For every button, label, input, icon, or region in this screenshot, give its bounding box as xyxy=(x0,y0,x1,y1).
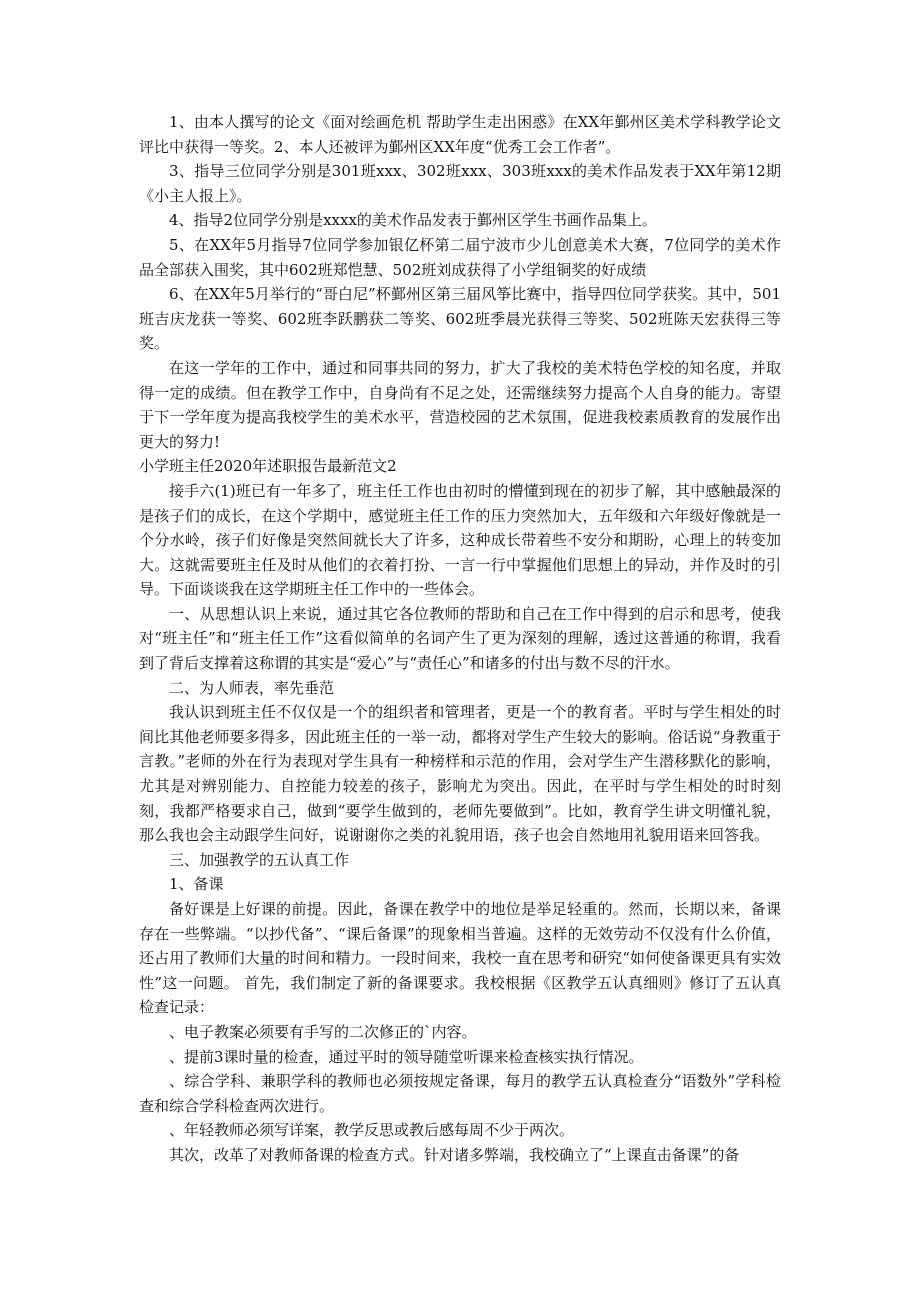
paragraph-award-thesis: 1、由本人撰写的论文《面对绘画危机 帮助学生走出困惑》在XX年鄞州区美术学科教学论文评比中获得一等奖。2、本人还被评为鄞州区XX年度“优秀工会工作者”。 xyxy=(139,113,781,156)
paragraph-thinking: 一、从思想认识上来说，通过其它各位教师的帮助和自己在工作中得到的启示和思考，使我对“班主任”和“班主任工作”这看似简单的名词产生了更为深刻的理解，透过这普通的称谓，我看到了背后支撑着这称谓的其实是“爱心”与“责任心”和诸多的付出与数不尽的汗水。 xyxy=(139,604,781,673)
section-heading: 小学班主任2020年述职报告最新范文2 xyxy=(139,457,397,476)
paragraph-role-model: 我认识到班主任不仅仅是一个的组织者和管理者，更是一个的教育者。平时与学生相处的时间比其他老师要多得多，因此班主任的一举一动，都将对学生产生较大的影响。俗话说“身教重于言教。”老师的外在行为表现对学生具有一种榜样和示范的作用，会对学生产生潜移默化的影响，尤其是对辨别能力、自控能力较差的孩子，影响尤为突出。因此，在平时与学生相处的时时刻刻，我都严格要求自己，做到“要学生做到的，老师先要做到”。比如，教育学生讲文明懂礼貌，那么我也会主动跟学生问好，说谢谢你之类的礼貌用语，孩子也会自然地用礼貌用语来回答我。 xyxy=(139,703,781,845)
list-item-young-teachers: 、年轻教师必须写详案，教学反思或教后感每周不少于两次。 xyxy=(169,1121,575,1140)
list-item-comprehensive: 、综合学科、兼职学科的教师也必须按规定备课，每月的教学五认真检查分“语数外”学科检查和综合学科检查两次进行。 xyxy=(139,1072,781,1115)
list-item-electronic-plan: 、电子教案必须要有手写的二次修正的`内容。 xyxy=(169,1022,477,1041)
paragraph-award-publication: 3、指导三位同学分别是301班xxx、302班xxx、303班xxx的美术作品发表于XX年第12期《小主人报上》。 xyxy=(139,162,781,205)
subheading-role-model: 二、为人师表，率先垂范 xyxy=(169,678,335,697)
document-page xyxy=(139,110,781,1168)
paragraph-summary: 在这一学年的工作中，通过和同事共同的努力，扩大了我校的美术特色学校的知名度，并取得一定的成绩。但在教学工作中，自身尚有不足之处，还需继续努力提高个人自身的能力。寄望于下一学年度为提高我校学生的美术水平，营造校园的艺术氛围，促进我校素质教育的发展作出更大的努力! xyxy=(139,358,781,451)
paragraph-inspection-reform: 其次，改革了对教师备课的检查方式。针对诸多弊端，我校确立了“上课直击备课”的备 xyxy=(169,1145,740,1164)
paragraph-award-collection: 4、指导2位同学分别是xxxx的美术作品发表于鄞州区学生书画作品集上。 xyxy=(169,211,657,230)
subheading-five-diligence: 三、加强教学的五认真工作 xyxy=(169,850,350,869)
paragraph-lesson-prep: 备好课是上好课的前提。因此，备课在教学中的地位是举足轻重的。然而，长期以来，备课存在一些弊端。“以抄代备”、“课后备课”的现象相当普遍。这样的无效劳动不仅没有什么价值，还占用了教师们大量的时间和精力。一段时间来，我校一直在思考和研究“如何使备课更具有实效性”这一问题。 首先，我们制定了新的备课要求。我校根据《区教学五认真细则》修订了五认真检查记录： xyxy=(139,900,781,1017)
subheading-lesson-prep: 1、备课 xyxy=(169,875,224,894)
paragraph-intro: 接手六(1)班已有一年多了，班主任工作也由初时的懵懂到现在的初步了解，其中感触最深的是孩子们的成长，在这个学期中，感觉班主任工作的压力突然加大，五年级和六年级好像就是一个分水岭，孩子们好像是突然间就长大了许多，这种成长带着些不安分和期盼，心理上的转变加大。这就需要班主任及时从他们的衣着打扮、一言一行中掌握他们思想上的异动，并作及时的引导。下面谈谈我在这学期班主任工作中的一些体会。 xyxy=(139,481,781,599)
list-item-advance-check: 、提前3课时量的检查，通过平时的领导随堂听课来检查核实执行情况。 xyxy=(169,1047,644,1066)
paragraph-award-contest: 5、在XX年5月指导7位同学参加银亿杯第二届宁波市少儿创意美术大赛，7位同学的美术作品全部获入围奖，其中602班郑恺慧、502班刘成获得了小学组铜奖的好成绩 xyxy=(139,235,781,279)
paragraph-award-kite: 6、在XX年5月举行的“哥白尼”杯鄞州区第三届风筝比赛中，指导四位同学获奖。其中，501班吉庆龙获一等奖、602班李跃鹏获二等奖、602班季晨光获得三等奖、502班陈天宏获得三等奖。 xyxy=(139,285,781,353)
